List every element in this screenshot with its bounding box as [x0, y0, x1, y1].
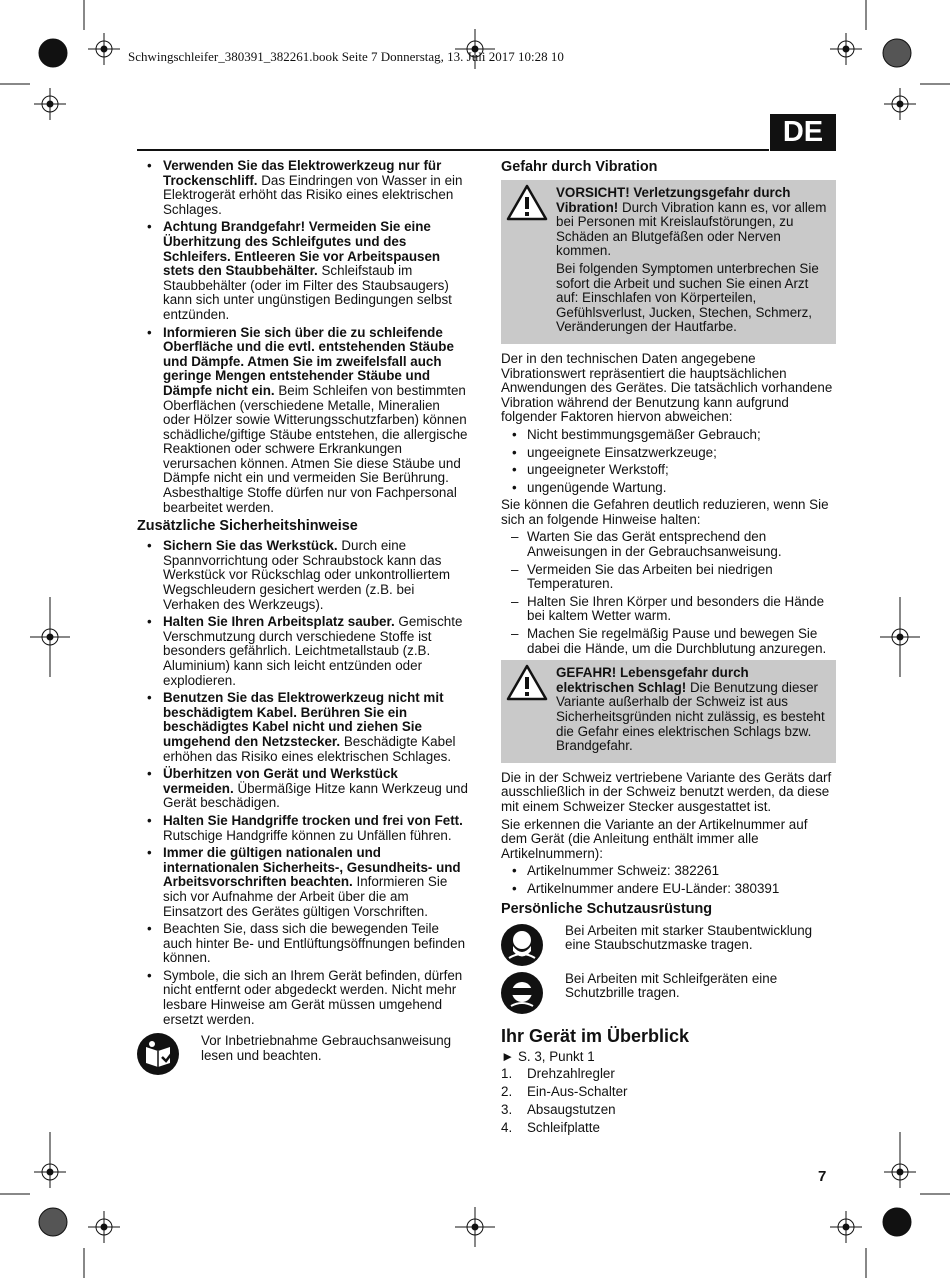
- vibration-title: Gefahr durch Vibration: [501, 159, 658, 175]
- article-paragraph: Sie erkennen die Variante an der Artikelnummer auf dem Gerät (die Anleitung enthält immer alle Artikelnummern):: [501, 816, 808, 861]
- header-rule: [137, 149, 769, 151]
- overview-reference: ► S. 3, Punkt 1: [501, 1048, 595, 1064]
- parts-list: [501, 1067, 836, 1136]
- list-item: • Halten Sie Ihren Arbeitsplatz sauber. Gemischte Verschmutzung durch verschiedene Stoffe ist besonders gefährlich. Leichtmetallstaub (z.B. Aluminium) kann sich leicht entzünden oder explodieren.: [137, 615, 469, 688]
- list-item: 3. Absaugstutzen: [501, 1102, 616, 1118]
- ppe-mask-row: [501, 924, 836, 966]
- safety-list-1: [137, 159, 469, 515]
- list-item: • ungeeignete Einsatzwerkzeuge;: [501, 446, 836, 461]
- warning-triangle-icon: [506, 184, 548, 222]
- list-item: 2. Ein-Aus-Schalter: [501, 1084, 628, 1100]
- print-header: Schwingschleifer_380391_382261.book Seite 7 Donnerstag, 13. Juli 2017 10:28 10: [128, 49, 564, 64]
- section-title-additional-safety: Zusätzliche Sicherheitshinweise: [137, 518, 358, 535]
- list-item: • Artikelnummer Schweiz: 382261: [501, 864, 836, 879]
- list-item: – Halten Sie Ihren Körper und besonders die Hände bei kaltem Wetter warm.: [501, 595, 836, 624]
- caution-box: VORSICHT! Verletzungsgefahr durch Vibration! Durch Vibration kann es, vor allem bei Personen mit Kreislaufstörungen, zu Schäden an Blutgefäßen oder Nerven kommen. Bei folgenden Symptomen unterbrechen Sie sofort die Arbeit und suchen Sie einen Arzt auf: Einschlafen von Körperteilen, Gefühlsverlust, Jucken, Stechen, Schmerz, Veränderungen der Hautfarbe.: [501, 180, 836, 344]
- list-item: 4. Schleifplatte: [501, 1120, 600, 1136]
- list-item: • Beachten Sie, dass sich die bewegenden Teile auch hinter Be- und Entlüftungsöffnungen befinden können.: [137, 922, 469, 966]
- list-item: • Achtung Brandgefahr! Vermeiden Sie eine Überhitzung des Schleifgutes und des Schleifers. Entleeren Sie vor Arbeitspausen stets den Staubbehälter. Schleifstaub im Staubbehälter (oder im Filter des Staubsaugers) kann sich unter ungünstigen Bedingungen selbst entzünden.: [137, 220, 469, 322]
- manual-note-text: Vor Inbetriebnahme Gebrauchsanweisung lesen und beachten.: [201, 1033, 452, 1063]
- list-item: • Symbole, die sich an Ihrem Gerät befinden, dürfen nicht entfernt oder abgedeckt werden. Nicht mehr lesbare Hinweise am Gerät müssen umgehend ersetzt werden.: [137, 969, 469, 1027]
- list-item: • ungenügende Wartung.: [501, 481, 836, 496]
- caution-symptoms: Bei folgenden Symptomen unterbrechen Sie sofort die Arbeit und suchen Sie einen Arzt auf: Einschlafen von Körperteilen, Gefühlsverlust, Jucken, Stechen, Schmerz, Veränderungen der Hautfarbe.: [556, 260, 819, 335]
- list-item: • Immer die gültigen nationalen und internationalen Sicherheits-, Gesundheits- und Arbeitsvorschriften beachten. Informieren Sie sich vor Aufnahme der Arbeit über die am Einsatzort des Gerätes gültigen Vorschriften.: [137, 846, 469, 919]
- list-item: • Benutzen Sie das Elektrowerkzeug nicht mit beschädigtem Kabel. Berühren Sie ein beschädigtes Kabel nicht und ziehen Sie umgehend den Netzstecker. Beschädigte Kabel erhöhen das Risiko eines elektrischen Schlages.: [137, 691, 469, 764]
- list-item: • Halten Sie Handgriffe trocken und frei von Fett. Rutschige Handgriffe können zu Unfällen führen.: [137, 814, 469, 843]
- ppe-goggles-text: Bei Arbeiten mit Schleifgeräten eine Schutzbrille tragen.: [565, 970, 778, 1001]
- caution-heading: VORSICHT! Verletzungsgefahr durch Vibration!: [556, 185, 791, 215]
- list-item: • Verwenden Sie das Elektrowerkzeug nur für Trockenschliff. Das Eindringen von Wasser in ein Elektrogerät erhöht das Risiko eines elektrischen Schlages.: [137, 159, 469, 217]
- language-tab: DE: [770, 114, 836, 151]
- article-list: [501, 864, 836, 896]
- ppe-title: Persönliche Schutzausrüstung: [501, 900, 713, 917]
- ppe-goggles-row: [501, 972, 836, 1014]
- swiss-paragraph: Die in der Schweiz vertriebene Variante des Geräts darf ausschließlich in der Schweiz benutzt werden, da diese mit einem Schweizer Stecker ausgestattet ist.: [501, 769, 832, 814]
- list-item: • Überhitzen von Gerät und Werkstück vermeiden. Übermäßige Hitze kann Werkzeug und Gerät beschädigen.: [137, 767, 469, 811]
- right-column: [501, 159, 836, 1139]
- list-item: – Machen Sie regelmäßig Pause und bewegen Sie dabei die Hände, um die Durchblutung anzuregen.: [501, 627, 836, 656]
- vibration-paragraph: Der in den technischen Daten angegebene Vibrationswert repräsentiert die hauptsächlichen Anwendungen des Gerätes. Die tatsächlich vorhandene Vibration während der Benutzung kann aufgrund folgender Faktoren hiervon abweichen:: [501, 350, 833, 425]
- tips-list: [501, 530, 836, 656]
- list-item: • Sichern Sie das Werkstück. Durch eine Spannvorrichtung oder Schraubstock kann das Werkstück vor Rückschlag oder unkontrolliertem Wegschleudern gesichert werden (z.B. bei Verhaken des Werkzeugs).: [137, 539, 469, 612]
- ppe-mask-text: Bei Arbeiten mit starker Staubentwicklung eine Staubschutzmaske tragen.: [565, 922, 813, 953]
- list-item: • Nicht bestimmungsgemäßer Gebrauch;: [501, 428, 836, 443]
- reduce-paragraph: Sie können die Gefahren deutlich reduzieren, wenn Sie sich an folgende Hinweise halten:: [501, 497, 829, 527]
- list-item: • ungeeigneter Werkstoff;: [501, 463, 836, 478]
- overview-title: Ihr Gerät im Überblick: [501, 1025, 690, 1046]
- manual-note: [137, 1033, 469, 1075]
- list-item: 1. Drehzahlregler: [501, 1066, 615, 1082]
- list-item: • Artikelnummer andere EU-Länder: 380391: [501, 882, 836, 897]
- list-item: – Warten Sie das Gerät entsprechend den Anweisungen in der Gebrauchsanweisung.: [501, 530, 836, 559]
- list-item: • Informieren Sie sich über die zu schleifende Oberfläche und die evtl. entstehenden Stäube und Dämpfe. Atmen Sie im zweifelsfall auch geringe Mengen entstehender Stäube und Dämpfe nicht ein. Beim Schleifen von bestimmten Oberflächen (verschiedene Metalle, Mineralien oder Hölzer sowie Witterungsschutzfarben) können schädliche/giftige Stäube entstehen, die allergische Reaktionen oder schwere Erkrankungen verursachen können. Atmen Sie diese Stäube und Dämpfe nicht ein und vermeiden Sie Berührung. Asbesthaltige Stoffe dürfen nur von Fachpersonal bearbeitet werden.: [137, 326, 469, 516]
- page-number: 7: [818, 1168, 827, 1185]
- safety-list-2: [137, 539, 469, 1027]
- warning-triangle-icon: [506, 664, 548, 702]
- read-manual-icon: [137, 1033, 179, 1075]
- factor-list: [501, 428, 836, 495]
- left-column: [137, 159, 469, 1079]
- danger-heading: GEFAHR! Lebensgefahr durch elektrischen Schlag!: [556, 665, 749, 695]
- safety-goggles-icon: [501, 972, 543, 1014]
- danger-box: GEFAHR! Lebensgefahr durch elektrischen Schlag! Die Benutzung dieser Variante außerhalb der Schweiz ist aus Sicherheitsgründen nicht zulässig, es besteht die Gefahr eines elektrischen Schlags bzw. Brandgefahr.: [501, 660, 836, 763]
- list-item: – Vermeiden Sie das Arbeiten bei niedrigen Temperaturen.: [501, 563, 836, 592]
- dust-mask-icon: [501, 924, 543, 966]
